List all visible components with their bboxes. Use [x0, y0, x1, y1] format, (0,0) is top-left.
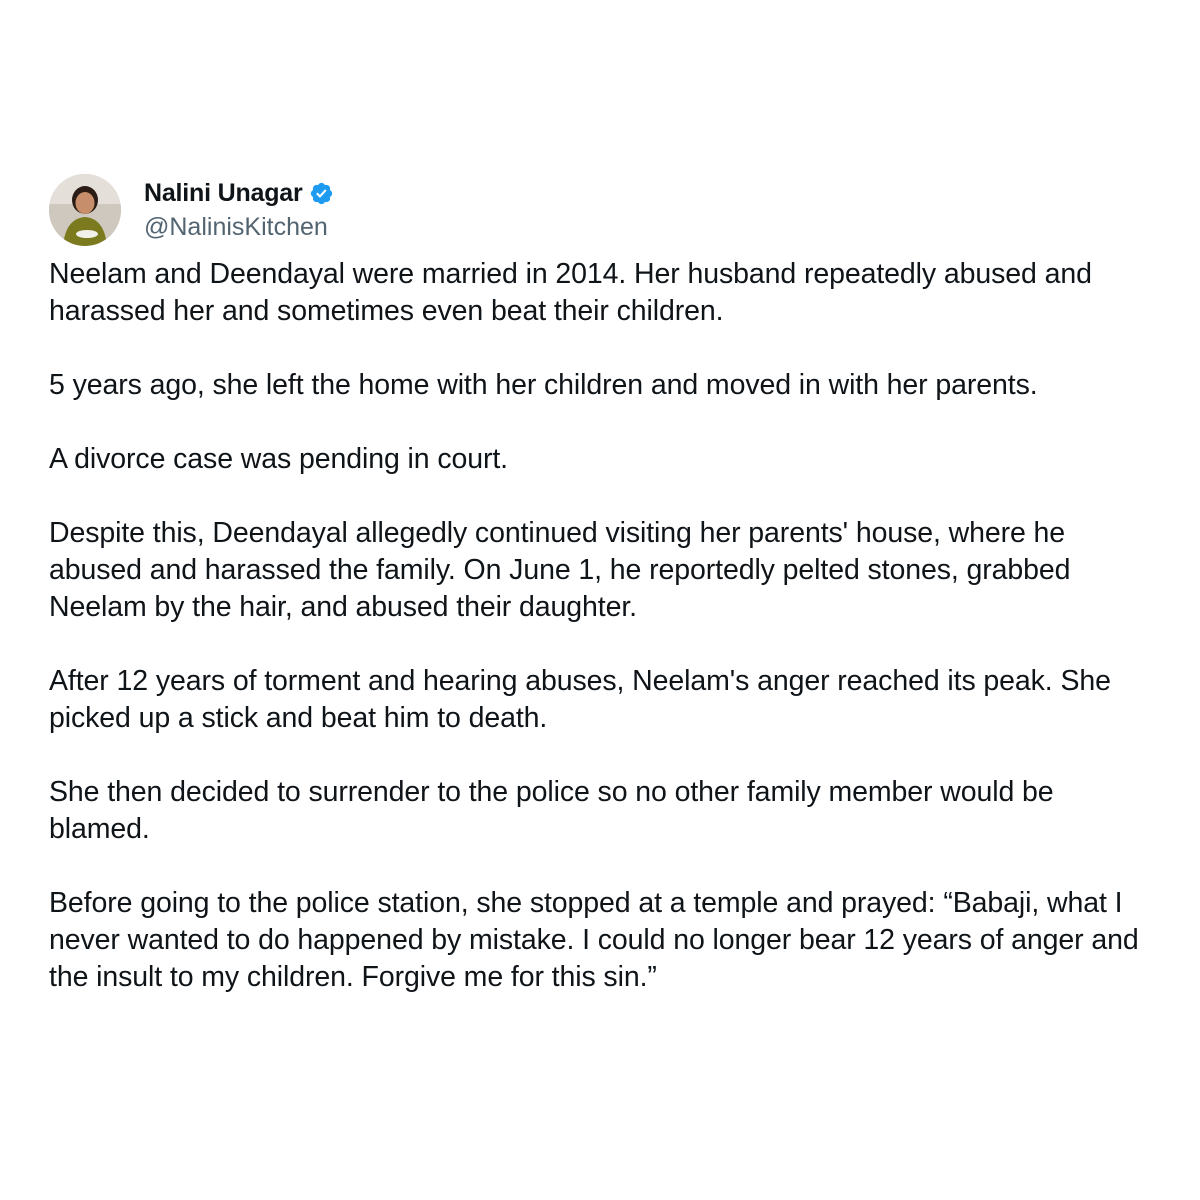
author-display-name[interactable]: Nalini Unagar: [144, 178, 303, 207]
post-paragraph: Despite this, Deendayal allegedly continued visiting her parents' house, where he abused and harassed the family. On June 1, he reportedly pelted stones, grabbed Neelam by the hair, and abused their daughter.: [49, 517, 1071, 623]
post-paragraph: She then decided to surrender to the police so no other family member would be blamed.: [49, 776, 1054, 845]
author-identity: [144, 176, 334, 244]
post-card: [49, 172, 1159, 996]
name-row: [144, 176, 334, 210]
post-paragraph: 5 years ago, she left the home with her children and moved in with her parents.: [49, 369, 1038, 401]
post-paragraph: A divorce case was pending in court.: [49, 443, 508, 475]
author-handle[interactable]: @NalinisKitchen: [144, 213, 328, 241]
post-paragraph: Before going to the police station, she stopped at a temple and prayed: “Babaji, what I never wanted to do happened by mistake. I could no longer bear 12 years of anger and the insult to my children. Forgive me for this sin.”: [49, 887, 1139, 993]
verified-badge-icon: [309, 181, 334, 206]
post-header: [49, 172, 1159, 248]
post-paragraph: Neelam and Deendayal were married in 2014. Her husband repeatedly abused and harassed her and sometimes even beat their children.: [49, 258, 1092, 327]
avatar[interactable]: [49, 174, 121, 246]
post-paragraph: After 12 years of torment and hearing abuses, Neelam's anger reached its peak. She picked up a stick and beat him to death.: [49, 665, 1111, 734]
post-text: [49, 256, 1159, 996]
profile-photo-icon: [49, 174, 121, 246]
